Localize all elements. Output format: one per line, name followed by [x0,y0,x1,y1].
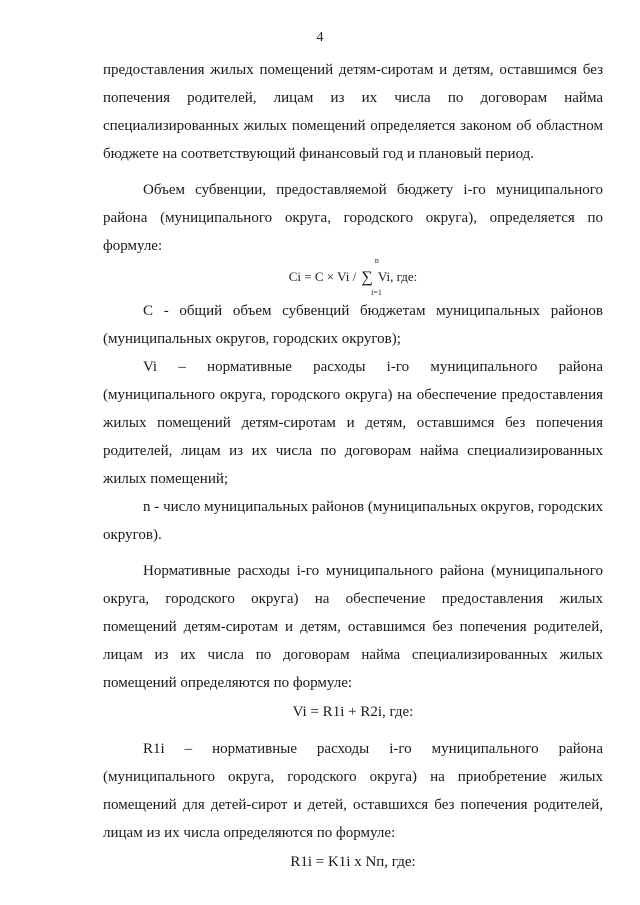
sum-upper-limit: n [374,256,379,266]
definition-c: С - общий объем субвенций бюджетам муниципальных районов (муниципальных округов, городских округов); [103,303,603,348]
formula-subvention-right: Vi, где: [377,269,418,284]
paragraph-normative-expenses: Нормативные расходы i-го муниципального района (муниципального округа, городского округа) на обеспечение предоставления жилых помещений детям-сиротам и детям, оставшимся без попечения родителей, лицам из их числа по договорам найма специализированных жилых помещений определяются по формуле: [103,563,603,692]
paragraph-continuation: предоставления жилых помещений детям-сиротам и детям, оставшимся без попечения родителей, лицам из их числа по договорам найма специализированных жилых помещений определяется законом об областном бюджете на соответствующий финансовый год и плановый период. [103,62,603,162]
formula-subvention-left: Ci = C × Vi / [288,269,357,284]
definition-n: n - число муниципальных районов (муниципальных округов, городских округов). [103,499,603,544]
formula-subvention [103,256,603,298]
sum-lower-limit: i=1 [371,288,382,298]
sigma-glyph: ∑ [361,269,373,287]
paragraph-subvention-volume: Объем субвенции, предоставляемой бюджету i-го муниципального района (муниципального округа, городского округа), определяется по формуле: [103,182,603,254]
definition-vi: Vi – нормативные расходы i-го муниципального района (муниципального округа, городского округа) на обеспечение предоставления жилых помещений детям-сиротам и детям, оставшимся без попечения родителей, лицам из их числа по договорам найма специализированных жилых помещений; [103,359,603,488]
sum-symbol [361,256,382,298]
formula-r1i: R1i = K1i x Nп, где: [290,854,416,871]
formula-vi: Vi = R1i + R2i, где: [292,704,414,721]
definition-r1i: R1i – нормативные расходы i-го муниципального района (муниципального округа, городского округа) на приобретение жилых помещений для детей-сирот и детей, оставшихся без попечения родителей, лицам из их числа определяются по формуле: [103,741,603,842]
document-body [103,56,603,885]
page-number: 4 [316,30,324,45]
